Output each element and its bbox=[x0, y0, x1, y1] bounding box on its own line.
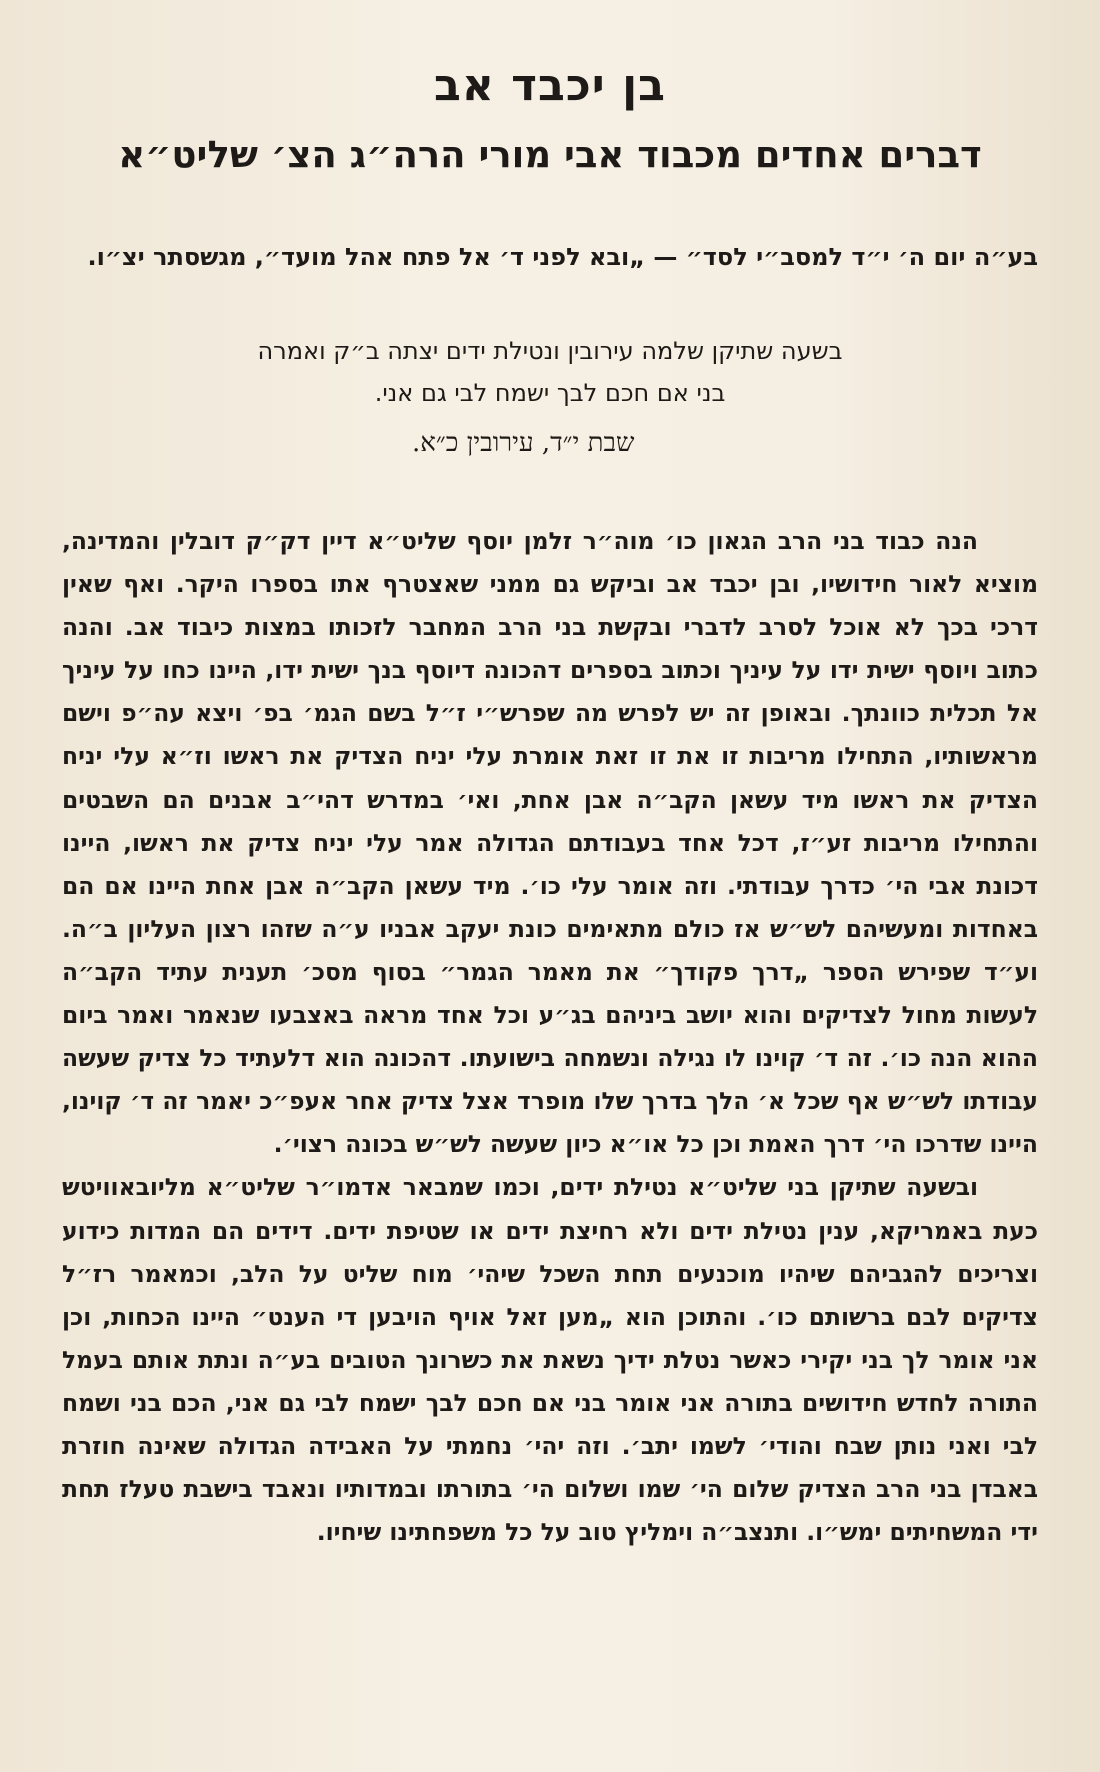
body-text bbox=[62, 520, 1038, 1554]
epigraph-source: שבת י״ד, עירובין כ״א. bbox=[412, 428, 635, 458]
epigraph-line-1: בשעה שתיקן שלמה עירובין ונטילת ידים יצתה ב״ק ואמרה bbox=[257, 337, 843, 365]
page-title: בן יכבד אב bbox=[433, 60, 667, 111]
epigraph-line-2: בני אם חכם לבך ישמח לבי גם אני. bbox=[374, 379, 726, 407]
dateline: בע״ה יום ה׳ י״ד למסב״י לסד״ — „ובא לפני ד׳ אל פתח אהל מועד״, מגשסתר יצ״ו. bbox=[87, 243, 1038, 271]
epigraph-source-wrap bbox=[62, 428, 1038, 458]
body-paragraph-1: הנה כבוד בני הרב הגאון כו׳ מוה״ר זלמן יוסף שליט״א דיין דק״ק דובלין והמדינה, מוציא לאור חידושיו, ובן יכבד אב וביקש גם ממני שאצטרף אתו בספרו היקר. ואף שאין דרכי בכך לא אוכל לסרב לדברי ובקשת בני הרב המחבר לזכותו במצות כיבוד אב. והנה כתוב ויוסף ישית ידו על עיניך וכתוב בספרים דהכונה דיוסף בנך ישית ידו, היינו כחו על עיניך אל תכלית כוונתך. ובאופן זה יש לפרש מה שפרש״י ז״ל בשם הגמ׳ בפ׳ ויצא עה״פ וישם מראשותיו, התחילו מריבות זו את זו זאת אומרת עלי יניח הצדיק את ראשו וז״א עלי יניח הצדיק את ראשו מיד עשאן הקב״ה אבן אחת, ואי׳ במדרש דהי״ב אבנים הם השבטים והתחילו מריבות זע״ז, דכל אחד בעבודתם הגדולה אמר עלי יניח צדיק את ראשו, היינו דכונת אבי הי׳ כדרך עבודתי. וזה אומר עלי כו׳. מיד עשאן הקב״ה אבן אחת היינו אם הם באחדות ומעשיהם לש״ש אז כולם מתאימים כונת יעקב אבניו ע״ה שזהו רצון העליון ב״ה. וע״ד שפירש הספר „דרך פקודך״ את מאמר הגמר״ בסוף מסכ׳ תענית עתיד הקב״ה לעשות מחול לצדיקים והוא יושב ביניהם בג״ע וכל אחד מראה באצבעו שנאמר ואמר ביום ההוא הנה כו׳. זה ד׳ קוינו לו נגילה ונשמחה בישועתו. דהכונה הוא דלעתיד כל צדיק שעשה עבודתו לש״ש אף שכל א׳ הלך בדרך שלו מופרד אצל צדיק אחר אעפ״כ יאמר זה ד׳ קוינו, היינו שדרכו הי׳ דרך האמת וכן כל או״א כיון שעשה לש״ש בכונה רצוי׳. bbox=[62, 527, 1038, 1159]
epigraph bbox=[62, 330, 1038, 458]
page-subtitle: דברים אחדים מכבוד אבי מורי הרה״ג הצ׳ שליט״א bbox=[118, 133, 982, 176]
body-paragraph-2: ובשעה שתיקן בני שליט״א נטילת ידים, וכמו שמבאר אדמו״ר שליט״א מליובאוויטש כעת באמריקא, ענין נטילת ידים ולא רחיצת ידים או שטיפת ידים. דידים הם המדות כידוע וצריכים להגביהם שיהיו מוכנעים תחת השכל שיהי׳ מוח שליט על הלב, וכמאמר רז״ל צדיקים לבם ברשותם כו׳. והתוכן הוא „מען זאל אויף הויבען די הענט״ היינו הכחות, וכן אני אומר לך בני יקירי כאשר נטלת ידיך נשאת את כשרונך הטובים בע״ה ונתת אותם בעמל התורה לחדש חידושים בתורה אני אומר בני אם חכם לבך ישמח לבי גם אני, הכם בני ושמח לבי ואני נותן שבח והודי׳ לשמו יתב׳. וזה יהי׳ נחמתי על האבידה הגדולה שאינה חוזרת באבדן בני הרב הצדיק שלום הי׳ שמו ושלום הי׳ בתורתו ובמדותיו ונאבד בישבת טעלז תחת ידי המשחיתים ימש״ו. ותנצב״ה וימליץ טוב על כל משפחתינו שיחיו. bbox=[62, 1173, 1038, 1547]
